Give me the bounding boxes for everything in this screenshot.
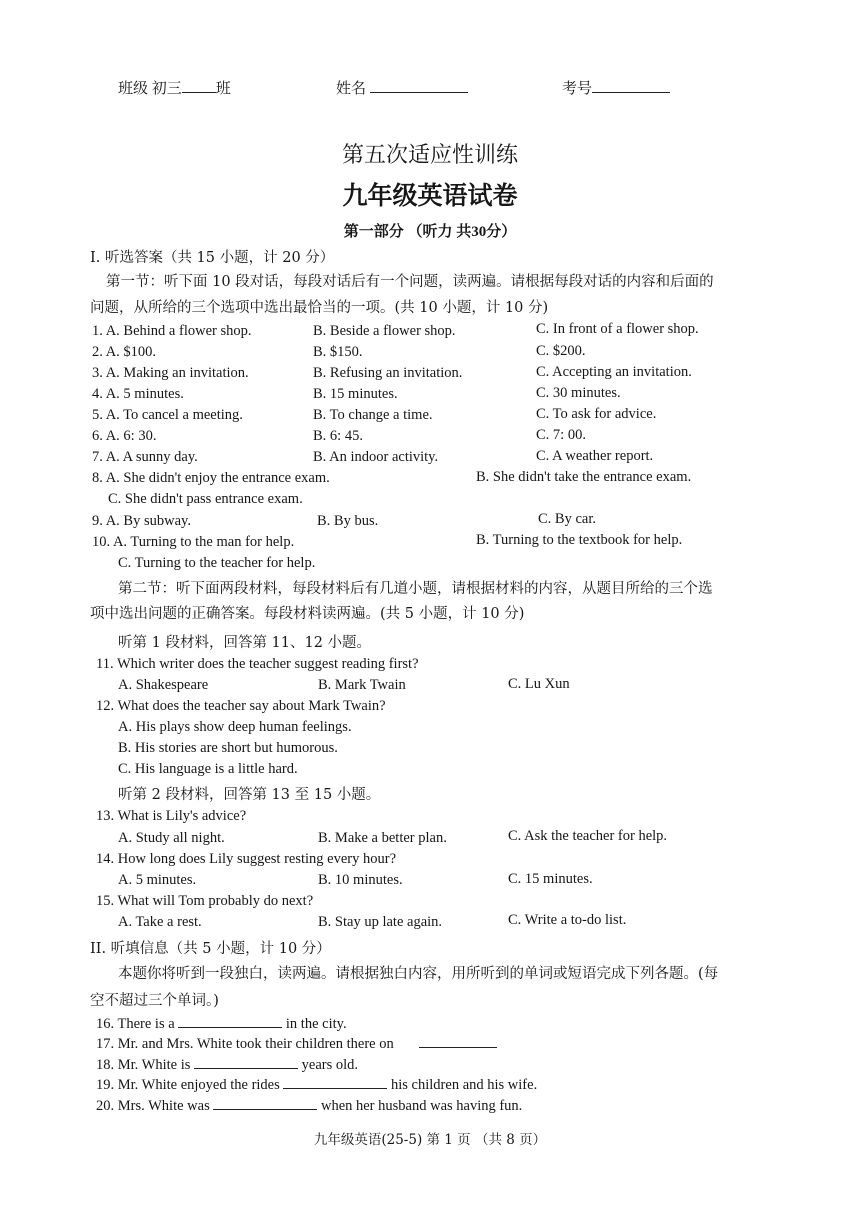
q19-text-after: his children and his wife. (391, 1077, 538, 1093)
q9-option-b[interactable]: B. By bus. (317, 513, 379, 529)
q8-option-c[interactable]: C. She didn't pass entrance exam. (108, 491, 303, 507)
q9-option-a[interactable]: 9. A. By subway. (92, 513, 191, 529)
q4-option-b[interactable]: B. 15 minutes. (313, 386, 398, 402)
q1-option-c[interactable]: C. In front of a flower shop. (536, 321, 699, 337)
q15-option-b[interactable]: B. Stay up late again. (318, 914, 443, 930)
section1-heading: I. 听选答案（共 15 小题，计 20 分） (90, 250, 335, 266)
section2-heading: II. 听填信息（共 5 小题，计 10 分） (90, 941, 331, 957)
class-suffix: 班 (215, 81, 231, 97)
q20-text-after: when her husband was having fun. (320, 1098, 523, 1114)
q12-option-b[interactable]: B. His stories are short but humorous. (118, 740, 338, 756)
q12-option-a[interactable]: A. His plays show deep human feelings. (118, 719, 352, 735)
section1-part2-instructions-line1: 第二节：听下面两段材料，每段材料后有几道小题，请根据材料的内容，从题目所给的三个选 (118, 581, 713, 597)
class-label: 班级 初三 (118, 81, 182, 97)
q4-option-a[interactable]: 4. A. 5 minutes. (92, 386, 184, 402)
q5-option-a[interactable]: 5. A. To cancel a meeting. (92, 407, 243, 423)
page-footer: 九年级英语(25-5) 第 1 页 （共 8 页） (313, 1132, 547, 1148)
q8-option-b[interactable]: B. She didn't take the entrance exam. (476, 469, 692, 485)
q14-stem: 14. How long does Lily suggest resting every hour? (96, 851, 397, 867)
id-field (562, 77, 670, 98)
q12-option-c[interactable]: C. His language is a little hard. (118, 761, 298, 777)
part-heading: 第一部分 （听力 共30分） (343, 224, 517, 240)
q2-option-c[interactable]: C. $200. (536, 343, 586, 359)
section1-part2-instructions-line2: 项中选出问题的正确答案。每段材料读两遍。(共 5 小题，计 10 分) (90, 606, 525, 622)
q18 (96, 1056, 358, 1074)
q17 (96, 1035, 497, 1053)
q18-text-after: years old. (301, 1057, 359, 1073)
q1-option-b[interactable]: B. Beside a flower shop. (313, 323, 456, 339)
q8-option-a[interactable]: 8. A. She didn't enjoy the entrance exam. (92, 470, 330, 486)
q15-stem: 15. What will Tom probably do next? (96, 893, 314, 909)
section2-instructions-line2: 空不超过三个单词。) (90, 993, 219, 1009)
q14-option-b[interactable]: B. 10 minutes. (318, 872, 403, 888)
q14-option-a[interactable]: A. 5 minutes. (118, 872, 197, 888)
q7-option-c[interactable]: C. A weather report. (536, 448, 654, 464)
section1-instructions-line2: 问题，从所给的三个选项中选出最恰当的一项。(共 10 小题，计 10 分) (90, 300, 549, 316)
q19-text-before: 19. Mr. White enjoyed the rides (96, 1077, 280, 1093)
class-field (118, 77, 231, 98)
name-label: 姓名 (336, 81, 367, 97)
q6-option-b[interactable]: B. 6: 45. (313, 428, 363, 444)
q3-option-a[interactable]: 3. A. Making an invitation. (92, 365, 249, 381)
q17-answer-blank[interactable] (419, 1035, 497, 1048)
q15-option-a[interactable]: A. Take a rest. (118, 914, 202, 930)
q11-option-a[interactable]: A. Shakespeare (118, 677, 209, 693)
q14-option-c[interactable]: C. 15 minutes. (508, 871, 593, 887)
q5-option-c[interactable]: C. To ask for advice. (536, 406, 657, 422)
q2-option-b[interactable]: B. $150. (313, 344, 363, 360)
q19 (96, 1076, 537, 1094)
q7-option-a[interactable]: 7. A. A sunny day. (92, 449, 198, 465)
q16-text-after: in the city. (285, 1016, 347, 1032)
id-label: 考号 (562, 81, 593, 97)
q18-answer-blank[interactable] (194, 1056, 298, 1069)
id-blank[interactable] (592, 79, 670, 93)
q1-option-a[interactable]: 1. A. Behind a flower shop. (92, 323, 252, 339)
q13-option-b[interactable]: B. Make a better plan. (318, 830, 447, 846)
q20-answer-blank[interactable] (213, 1097, 317, 1110)
q16 (96, 1015, 347, 1033)
q7-option-b[interactable]: B. An indoor activity. (313, 449, 439, 465)
q16-answer-blank[interactable] (178, 1015, 282, 1028)
q5-option-b[interactable]: B. To change a time. (313, 407, 433, 423)
q3-option-c[interactable]: C. Accepting an invitation. (536, 364, 692, 380)
material1-heading: 听第 1 段材料，回答第 11、12 小题。 (118, 635, 372, 651)
exam-subtitle: 第五次适应性训练 (341, 143, 518, 168)
q10-option-c[interactable]: C. Turning to the teacher for help. (118, 555, 316, 571)
q19-answer-blank[interactable] (283, 1076, 387, 1089)
exam-title: 九年级英语试卷 (342, 181, 518, 210)
section1-instructions-line1: 第一节：听下面 10 段对话，每段对话后有一个问题，读两遍。请根据每段对话的内容和后面的 (106, 274, 714, 290)
q3-option-b[interactable]: B. Refusing an invitation. (313, 365, 463, 381)
q15-option-c[interactable]: C. Write a to-do list. (508, 912, 627, 928)
q16-text-before: 16. There is a (96, 1016, 175, 1032)
name-field (336, 77, 468, 98)
material2-heading: 听第 2 段材料，回答第 13 至 15 小题。 (118, 787, 381, 803)
q10-option-a[interactable]: 10. A. Turning to the man for help. (92, 534, 295, 550)
q12-stem: 12. What does the teacher say about Mark Twain? (96, 698, 386, 714)
q6-option-a[interactable]: 6. A. 6: 30. (92, 428, 157, 444)
q18-text-before: 18. Mr. White is (96, 1057, 191, 1073)
q13-option-c[interactable]: C. Ask the teacher for help. (508, 828, 668, 844)
q13-stem: 13. What is Lily's advice? (96, 808, 247, 824)
name-blank[interactable] (370, 79, 468, 93)
q11-stem: 11. Which writer does the teacher suggest reading first? (96, 656, 419, 672)
q11-option-b[interactable]: B. Mark Twain (318, 677, 406, 693)
q20 (96, 1097, 522, 1115)
class-blank[interactable] (182, 79, 216, 93)
q9-option-c[interactable]: C. By car. (538, 511, 596, 527)
q2-option-a[interactable]: 2. A. $100. (92, 344, 157, 360)
q13-option-a[interactable]: A. Study all night. (118, 830, 225, 846)
q6-option-c[interactable]: C. 7: 00. (536, 427, 586, 443)
section2-instructions-line1: 本题你将听到一段独白，读两遍。请根据独白内容，用所听到的单词或短语完成下列各题。(每 (118, 966, 719, 982)
q20-text-before: 20. Mrs. White was (96, 1098, 210, 1114)
q11-option-c[interactable]: C. Lu Xun (508, 676, 570, 692)
q10-option-b[interactable]: B. Turning to the textbook for help. (476, 532, 683, 548)
q17-text-before: 17. Mr. and Mrs. White took their children there on (96, 1036, 394, 1052)
q4-option-c[interactable]: C. 30 minutes. (536, 385, 621, 401)
